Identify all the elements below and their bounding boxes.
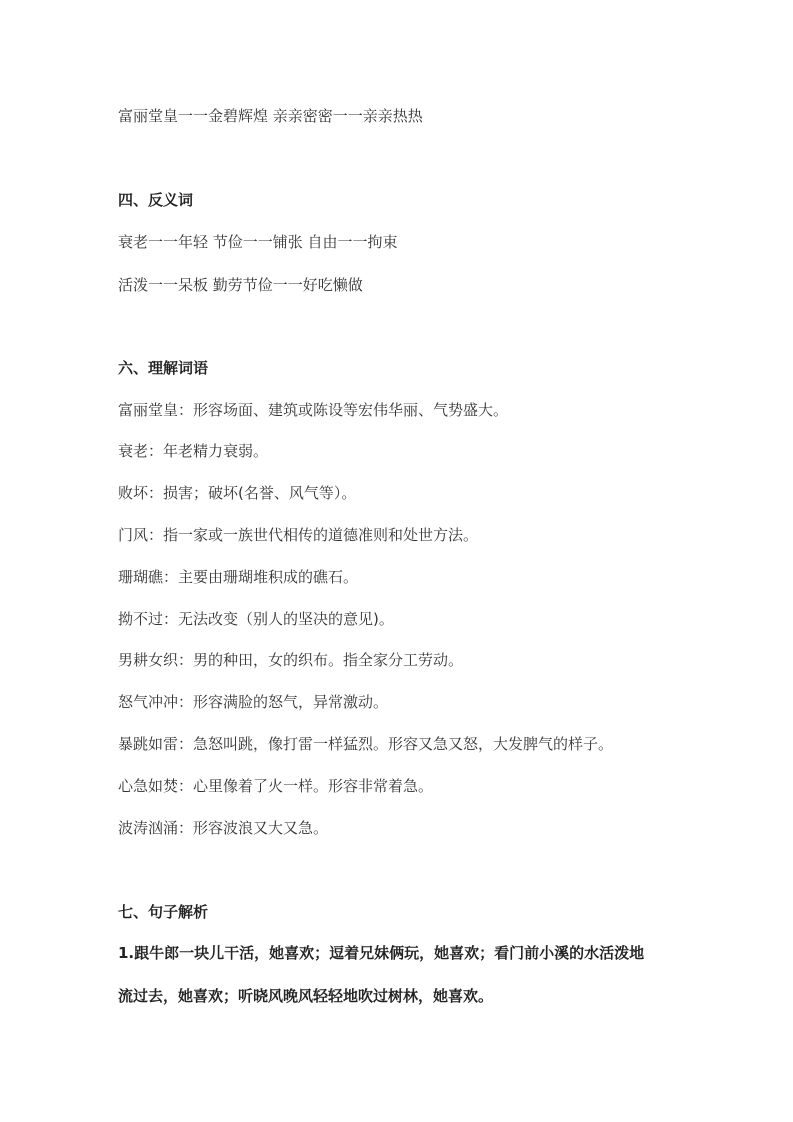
- sentence-paragraph-line-1: 1.跟牛郎一块儿干活，她喜欢；逗着兄妹俩玩，她喜欢；看门前小溪的水活泼地: [118, 944, 645, 962]
- definition-line-7: 男耕女织：男的种田，女的织布。指全家分工劳动。: [118, 651, 464, 669]
- definition-line-11: 波涛汹涌：形容波浪又大又急。: [118, 819, 329, 837]
- antonym-line-2: 活泼一一呆板 勤劳节俭一一好吃懒做: [118, 276, 363, 294]
- definition-line-3: 败坏：损害；破坏(名誉、风气等）。: [118, 484, 357, 502]
- definition-line-8: 怒气冲冲：形容满脸的怒气，异常激动。: [118, 693, 389, 711]
- definition-line-2: 衰老：年老精力衰弱。: [118, 442, 269, 460]
- definition-line-9: 暴跳如雷：急怒叫跳，像打雷一样猛烈。形容又急又怒，大发脾气的样子。: [118, 735, 614, 753]
- section-heading-word-meanings: 六、理解词语: [118, 359, 209, 377]
- definition-line-10: 心急如焚：心里像着了火一样。形容非常着急。: [118, 777, 434, 795]
- antonym-line-1: 衰老一一年轻 节俭一一铺张 自由一一拘束: [118, 233, 398, 251]
- sentence-paragraph-line-2: 流过去，她喜欢；听晓风晚风轻轻地吹过树林，她喜欢。: [118, 987, 494, 1005]
- definition-line-1: 富丽堂皇：形容场面、建筑或陈设等宏伟华丽、气势盛大。: [118, 401, 509, 419]
- definition-line-4: 门风：指一家或一族世代相传的道德准则和处世方法。: [118, 526, 479, 544]
- section-heading-sentence-analysis: 七、句子解析: [118, 903, 209, 921]
- definition-line-5: 珊瑚礁：主要由珊瑚堆积成的礁石。: [118, 568, 359, 586]
- definition-line-6: 拗不过：无法改变（别人的坚决的意见)。: [118, 610, 394, 628]
- synonym-line-1: 富丽堂皇一一金碧辉煌 亲亲密密一一亲亲热热: [118, 107, 423, 125]
- section-heading-antonyms: 四、反义词: [118, 191, 194, 209]
